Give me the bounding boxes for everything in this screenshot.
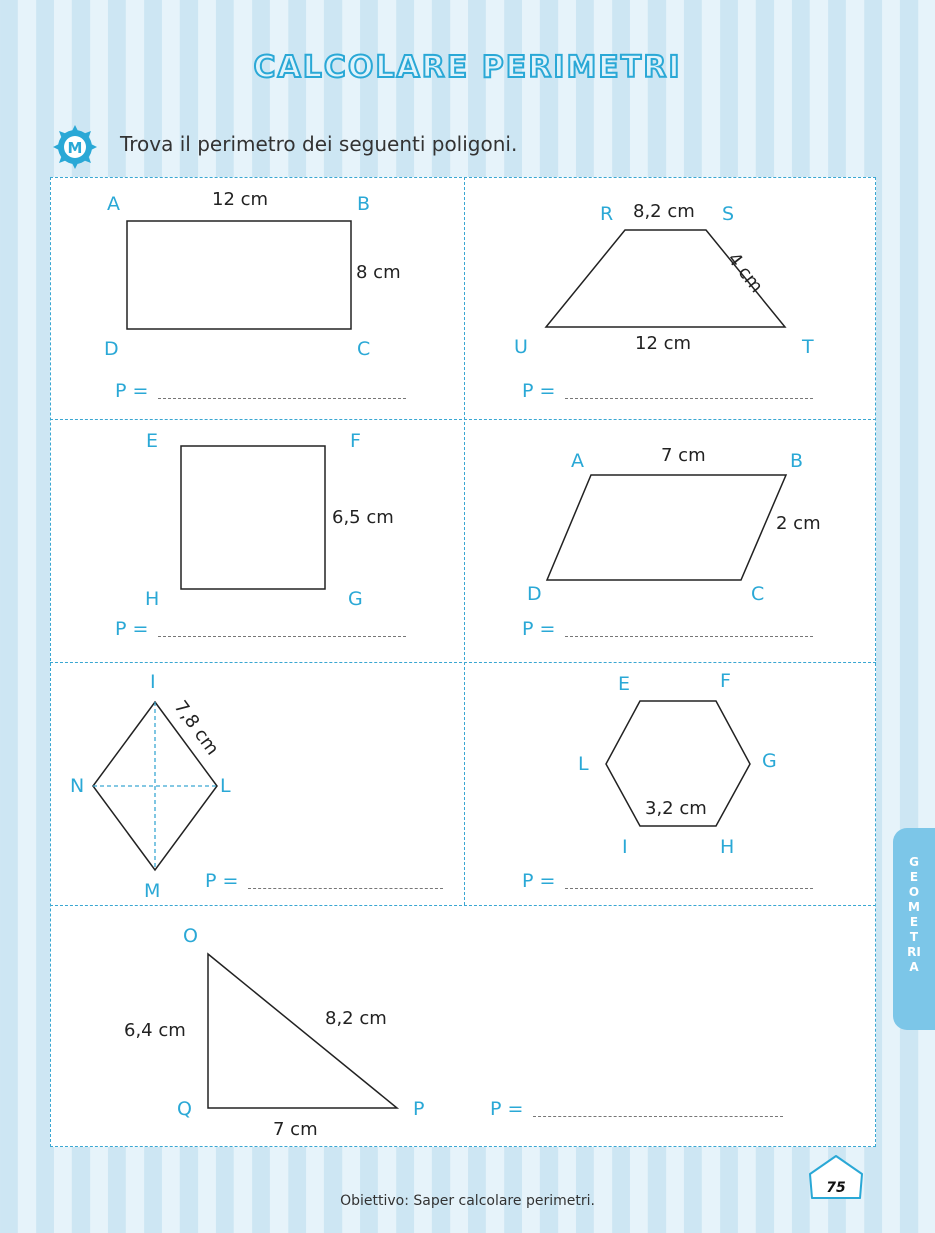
measure-label: 7 cm — [661, 445, 706, 466]
badge-letter: M — [67, 139, 83, 157]
vertex-label: B — [790, 450, 804, 472]
vertex-label: G — [762, 750, 777, 772]
vertex-label: T — [802, 336, 814, 358]
vertex-label: H — [720, 836, 735, 858]
measure-label: 3,2 cm — [645, 798, 707, 819]
vertex-label: F — [720, 670, 731, 692]
vertex-label: U — [514, 336, 528, 358]
answer-line[interactable] — [115, 620, 406, 639]
vertex-label: E — [618, 673, 631, 695]
answer-line[interactable] — [522, 872, 813, 891]
vertex-label: A — [107, 193, 120, 215]
page-title: CALCOLARE PERIMETRI — [253, 50, 682, 85]
vertex-label: O — [183, 925, 198, 947]
perimeter-label: P = — [522, 618, 556, 640]
answer-line[interactable] — [522, 382, 813, 401]
vertex-label: I — [150, 671, 156, 693]
instruction-text: Trova il perimetro dei seguenti poligoni. — [120, 132, 518, 156]
measure-label: 12 cm — [635, 333, 692, 354]
measure-label: 6,5 cm — [332, 507, 394, 528]
vertex-label: G — [348, 588, 363, 610]
answer-line[interactable] — [490, 1100, 783, 1119]
page-number: 75 — [826, 1180, 846, 1196]
vertex-label: Q — [177, 1098, 192, 1120]
vertex-label: D — [527, 583, 542, 605]
vertex-label: R — [600, 203, 614, 225]
answer-line[interactable] — [205, 872, 443, 891]
perimeter-label: P = — [490, 1098, 524, 1120]
answer-blank[interactable] — [565, 635, 813, 637]
measure-label: 4 cm — [723, 248, 768, 297]
vertex-label: E — [146, 430, 159, 452]
answer-blank[interactable] — [565, 887, 813, 889]
vertex-label: L — [220, 775, 231, 797]
vertex-label: N — [70, 775, 85, 797]
rectangle-shape — [127, 221, 351, 329]
parallelogram-shape — [547, 475, 786, 580]
vertex-label: D — [104, 338, 119, 360]
vertex-label: S — [722, 203, 735, 225]
vertex-label: F — [350, 430, 361, 452]
answer-blank[interactable] — [565, 397, 813, 399]
measure-label: 6,4 cm — [124, 1020, 186, 1041]
triangle-shape — [208, 954, 397, 1108]
answer-blank[interactable] — [158, 397, 406, 399]
answer-blank[interactable] — [158, 635, 406, 637]
measure-label: 8 cm — [356, 262, 401, 283]
answer-line[interactable] — [115, 382, 406, 401]
vertex-label: P — [413, 1098, 425, 1120]
perimeter-label: P = — [115, 618, 149, 640]
vertex-label: C — [357, 338, 371, 360]
answer-blank[interactable] — [248, 887, 443, 889]
perimeter-label: P = — [115, 380, 149, 402]
perimeter-label: P = — [522, 380, 556, 402]
vertex-label: B — [357, 193, 371, 215]
answer-blank[interactable] — [533, 1115, 783, 1117]
vertex-label: H — [145, 588, 160, 610]
measure-label: 8,2 cm — [633, 201, 695, 222]
perimeter-label: P = — [522, 870, 556, 892]
vertex-label: C — [751, 583, 765, 605]
footer-objective: Obiettivo: Saper calcolare perimetri. — [340, 1193, 595, 1209]
measure-label: 7 cm — [273, 1119, 318, 1140]
measure-label: 12 cm — [212, 189, 269, 210]
vertex-label: A — [571, 450, 584, 472]
vertex-label: L — [578, 753, 589, 775]
measure-label: 7,8 cm — [169, 696, 223, 760]
section-tab-label: GEOMETRIA — [907, 855, 921, 974]
vertex-label: M — [144, 880, 161, 902]
answer-line[interactable] — [522, 620, 813, 639]
square-shape — [181, 446, 325, 589]
measure-label: 8,2 cm — [325, 1008, 387, 1029]
vertex-label: I — [622, 836, 628, 858]
measure-label: 2 cm — [776, 513, 821, 534]
perimeter-label: P = — [205, 870, 239, 892]
